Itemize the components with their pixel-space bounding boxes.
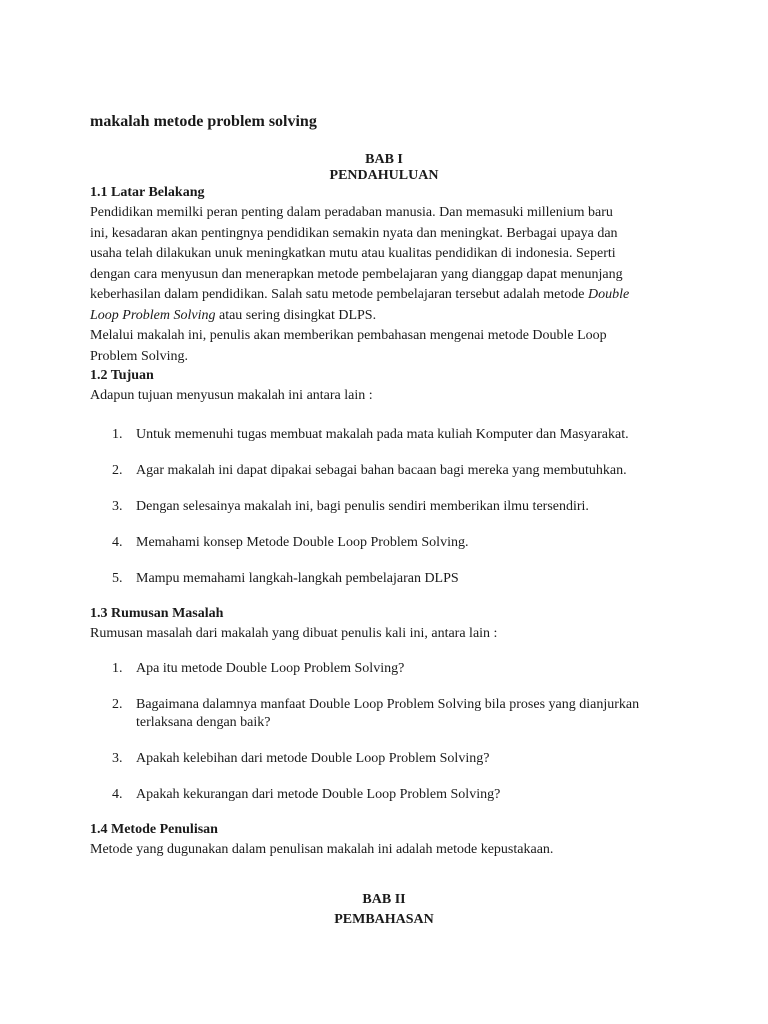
list-text: Apakah kelebihan dari metode Double Loop Problem Solving? — [136, 751, 490, 766]
document-title: makalah metode problem solving — [90, 113, 317, 130]
italic-term: Double — [587, 287, 630, 302]
list-number: 2. — [112, 697, 123, 712]
section-1-1-heading: 1.1 Latar Belakang — [90, 185, 205, 200]
paragraph-line: ini, kesadaran akan pentingnya pendidikan semakin nyata dan meningkat. Berbagai upaya dan — [90, 225, 618, 241]
section-1-4-text: Metode yang dugunakan dalam penulisan makalah ini adalah metode kepustakaan. — [90, 842, 554, 857]
paragraph-line — [90, 285, 690, 306]
section-1-2-heading: 1.2 Tujuan — [90, 368, 154, 383]
paragraph-line: Pendidikan memilki peran penting dalam peradaban manusia. Dan memasuki millenium baru — [90, 205, 613, 220]
paragraph-line: Problem Solving. — [90, 348, 189, 364]
bab2-label: BAB II — [362, 892, 406, 907]
list-number: 3. — [112, 751, 123, 766]
list-number: 1. — [112, 661, 123, 676]
list-number: 5. — [112, 571, 123, 586]
paragraph-line: usaha telah dilakukan unuk meningkatkan mutu atau kualitas pendidikan di indonesia. Seperti — [90, 246, 616, 261]
bab1-heading: PENDAHULUAN — [329, 168, 439, 183]
list-text: Mampu memahami langkah-langkah pembelajaran DLPS — [136, 571, 459, 586]
paragraph-line-text: atau sering disingkat DLPS. — [215, 307, 377, 323]
bab2-heading: PEMBAHASAN — [334, 912, 434, 927]
list-number: 1. — [112, 427, 123, 442]
list-text: Dengan selesainya makalah ini, bagi penulis sendiri memberikan ilmu tersendiri. — [136, 499, 589, 514]
section-1-1-paragraph — [90, 203, 690, 367]
list-number: 4. — [112, 535, 123, 550]
list-text: Apa itu metode Double Loop Problem Solving? — [136, 661, 405, 676]
paragraph-line — [90, 306, 690, 327]
bab1-label: BAB I — [365, 152, 403, 167]
list-text: Apakah kekurangan dari metode Double Loop Problem Solving? — [136, 787, 501, 802]
list-text: Untuk memenuhi tugas membuat makalah pada mata kuliah Komputer dan Masyarakat. — [136, 427, 629, 442]
section-1-3-intro: Rumusan masalah dari makalah yang dibuat penulis kali ini, antara lain : — [90, 626, 498, 641]
list-text: Agar makalah ini dapat dipakai sebagai bahan bacaan bagi mereka yang membutuhkan. — [136, 463, 627, 478]
paragraph-line-text: keberhasilan dalam pendidikan. Salah satu metode pembelajaran tersebut adalah metode — [90, 287, 588, 302]
paragraph-line: Melalui makalah ini, penulis akan memberikan pembahasan mengenai metode Double Loop — [90, 328, 607, 343]
list-text: Memahami konsep Metode Double Loop Problem Solving. — [136, 535, 469, 550]
paragraph-line: dengan cara menyusun dan menerapkan metode pembelajaran yang dianggap dapat menunjang — [90, 266, 623, 282]
list-number: 3. — [112, 499, 123, 514]
list-number: 2. — [112, 463, 123, 478]
italic-term: Loop Problem Solving — [90, 307, 216, 323]
section-1-3-heading: 1.3 Rumusan Masalah — [90, 606, 224, 621]
section-1-2-intro: Adapun tujuan menyusun makalah ini antara lain : — [90, 388, 373, 403]
list-text: terlaksana dengan baik? — [136, 715, 271, 730]
section-1-4-heading: 1.4 Metode Penulisan — [90, 822, 218, 837]
list-number: 4. — [112, 787, 123, 802]
list-text: Bagaimana dalamnya manfaat Double Loop Problem Solving bila proses yang dianjurkan — [136, 697, 640, 712]
